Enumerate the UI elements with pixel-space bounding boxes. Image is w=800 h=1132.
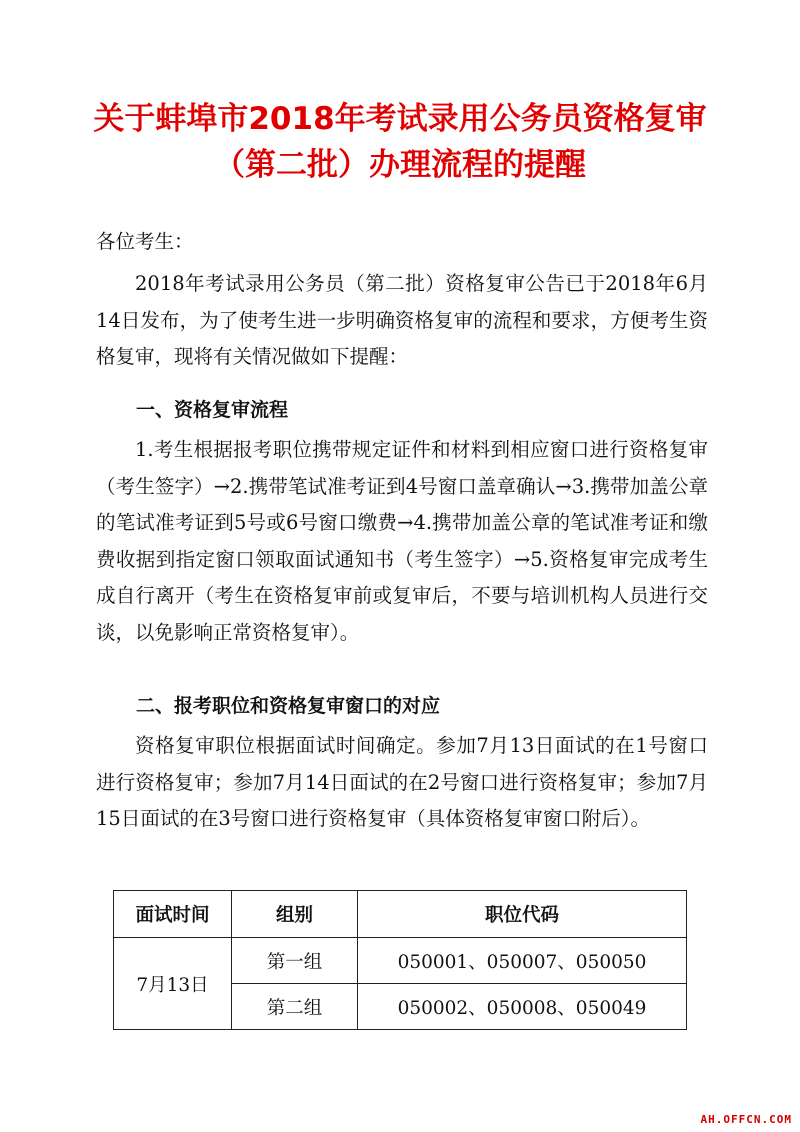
table-row bbox=[114, 938, 687, 984]
section-2-heading: 二、报考职位和资格复审窗口的对应 bbox=[136, 695, 441, 717]
table-header-row bbox=[114, 891, 687, 938]
salutation: 各位考生： bbox=[96, 230, 194, 253]
section-1-heading: 一、资格复审流程 bbox=[136, 399, 289, 421]
window-assignment-table bbox=[113, 890, 687, 1030]
cell-group: 第二组 bbox=[232, 984, 358, 1030]
section-1-paragraph: 1.考生根据报考职位携带规定证件和材料到相应窗口进行资格复审（考生签字）→2.携带笔试准考证到4号窗口盖章确认→3.携带加盖公章的笔试准考证到5号或6号窗口缴费→4.携带加盖公章的笔试准考证和缴费收据到指定窗口领取面试通知书（考生签字）→5.资格复审完成考生成自行离开（考生在资格复审前或复审后，不要与培训机构人员进行交谈，以免影响正常资格复审）。 bbox=[96, 438, 708, 644]
cell-interview-date: 7月13日 bbox=[114, 938, 232, 1030]
header-position-code: 职位代码 bbox=[358, 891, 687, 938]
header-interview-time: 面试时间 bbox=[114, 891, 232, 938]
cell-position-codes: 050002、050008、050049 bbox=[358, 984, 687, 1030]
document-title-line-2: （第二批）办理流程的提醒 bbox=[214, 147, 586, 183]
cell-group: 第一组 bbox=[232, 938, 358, 984]
site-watermark: AH.OFFCN.COM bbox=[700, 1113, 792, 1126]
intro-paragraph: 2018年考试录用公务员（第二批）资格复审公告已于2018年6月14日发布，为了使考生进一步明确资格复审的流程和要求，方便考生资格复审，现将有关情况做如下提醒： bbox=[96, 272, 708, 368]
header-group: 组别 bbox=[232, 891, 358, 938]
document-title-line-1: 关于蚌埠市2018年考试录用公务员资格复审 bbox=[93, 101, 707, 137]
cell-position-codes: 050001、050007、050050 bbox=[358, 938, 687, 984]
section-2-paragraph: 资格复审职位根据面试时间确定。参加7月13日面试的在1号窗口进行资格复审；参加7月14日面试的在2号窗口进行资格复审；参加7月15日面试的在3号窗口进行资格复审（具体资格复审窗口附后）。 bbox=[96, 734, 708, 830]
